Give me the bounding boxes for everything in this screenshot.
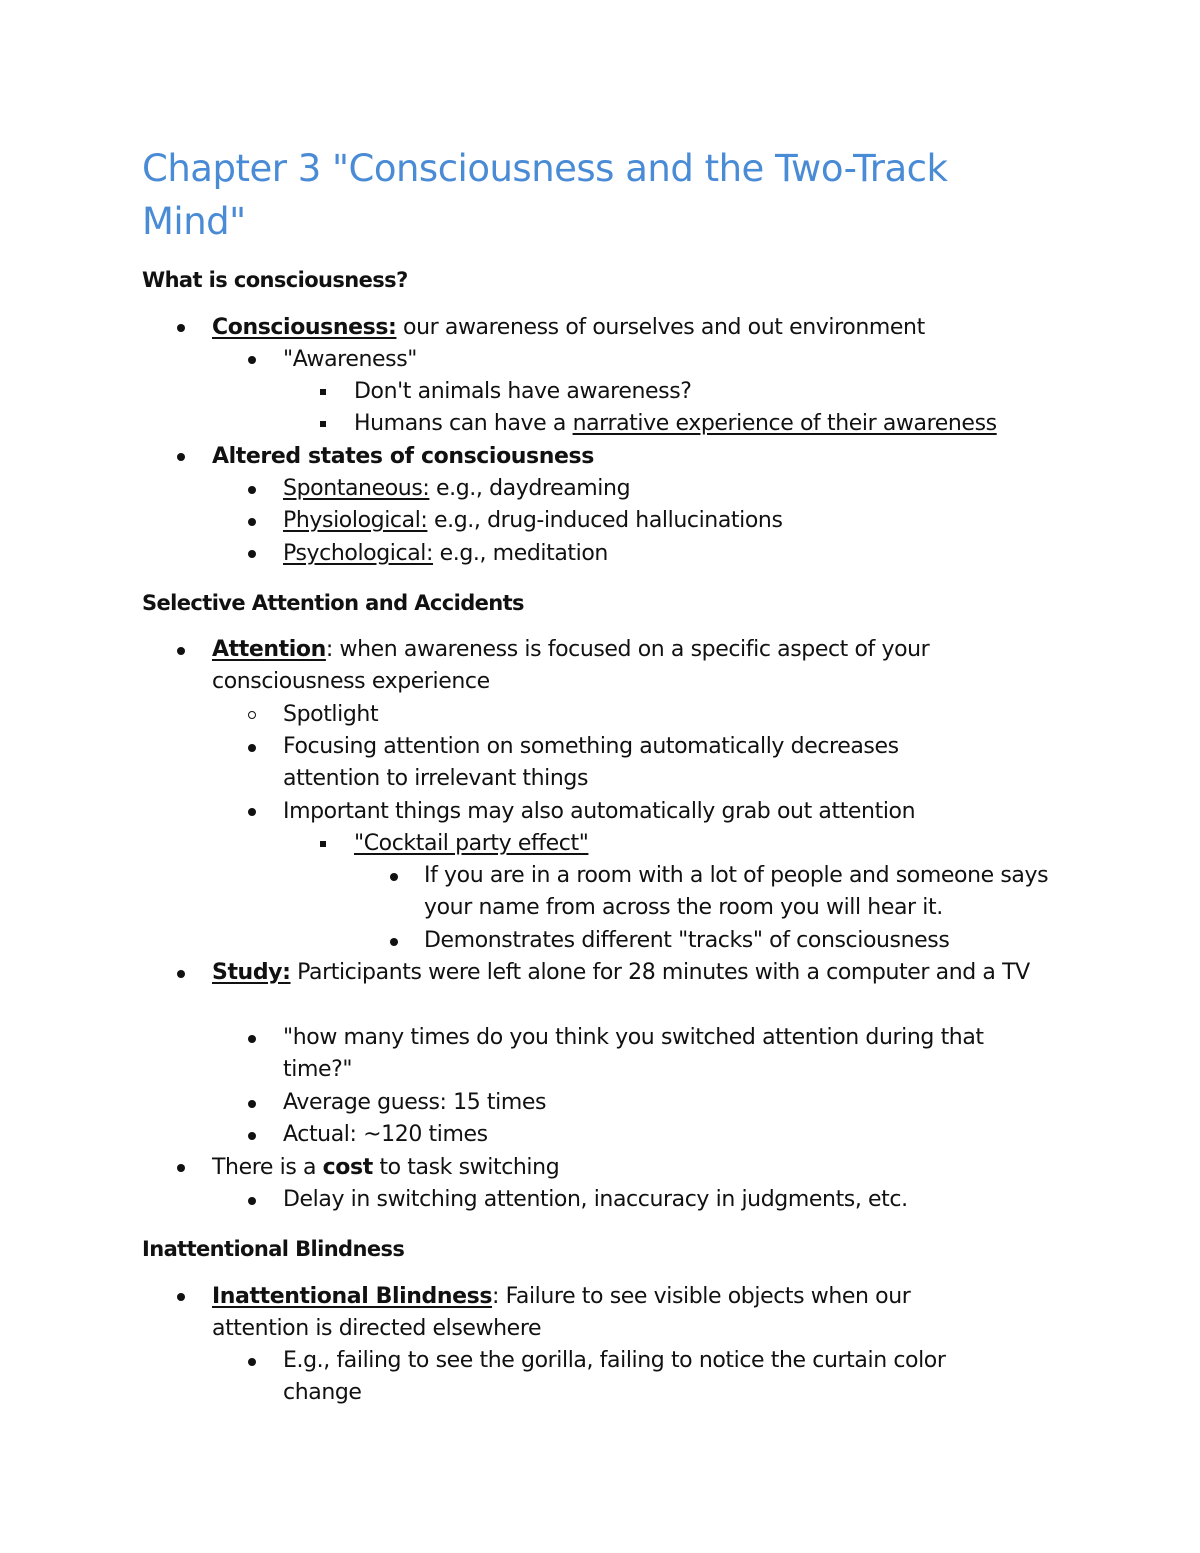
list-item-tracks: Demonstrates different "tracks" of consciousness (424, 928, 950, 953)
list-item-room: If you are in a room with a lot of people and someone says your name from across the room you will hear it. (424, 863, 1049, 921)
definition-text: e.g., daydreaming (429, 476, 631, 501)
definition-text: Participants were left alone for 28 minutes with a computer and a TV (290, 960, 1030, 985)
list-item-focusing: Focusing attention on something automatically decreases attention to irrelevant things (283, 734, 899, 792)
page-title: Chapter 3 "Consciousness and the Two-Track Mind" (142, 147, 948, 243)
section-heading-selective-attention: Selective Attention and Accidents (142, 591, 524, 615)
circle-bullet-icon (248, 711, 256, 719)
term-attention: Attention (212, 637, 326, 662)
bullet-icon (248, 356, 256, 364)
term-spontaneous: Spontaneous: (283, 476, 430, 501)
item-text: to task switching (372, 1155, 560, 1180)
list-item-attention (212, 634, 1012, 699)
term-inattentional-blindness: Inattentional Blindness (212, 1284, 493, 1309)
item-text: Humans can have a (354, 411, 573, 436)
list-item-inattentional-blindness (212, 1281, 972, 1346)
square-bullet-icon (320, 389, 326, 395)
definition-text: our awareness of ourselves and out environment (396, 315, 925, 340)
list-item-consciousness (212, 312, 925, 344)
list-item-actual: Actual: ~120 times (283, 1122, 488, 1147)
bullet-icon (248, 518, 256, 526)
list-item-task-switching-cost (212, 1152, 559, 1184)
list-item-spontaneous (283, 473, 630, 505)
bullet-icon (248, 1100, 256, 1108)
list-item-important: Important things may also automatically grab out attention (283, 799, 916, 824)
square-bullet-icon (320, 421, 326, 427)
list-item-physiological (283, 505, 783, 537)
list-item-psychological (283, 538, 608, 570)
list-item-animals: Don't animals have awareness? (354, 379, 692, 404)
bullet-icon (177, 647, 185, 655)
bullet-icon (248, 1132, 256, 1140)
bullet-icon (177, 453, 185, 461)
bullet-icon (177, 1164, 185, 1172)
section-heading-what-is-consciousness: What is consciousness? (142, 268, 408, 292)
list-item-study (212, 957, 1062, 989)
term-cost: cost (322, 1155, 373, 1180)
list-item-spotlight: Spotlight (283, 702, 379, 727)
list-item-gorilla: E.g., failing to see the gorilla, failing to notice the curtain color change (283, 1348, 946, 1406)
bullet-icon (248, 1197, 256, 1205)
term-physiological: Physiological: (283, 508, 428, 533)
definition-text: e.g., drug-induced hallucinations (427, 508, 783, 533)
definition-text: : when awareness is focused on a specific aspect of your consciousness experience (212, 637, 930, 695)
list-item-average-guess: Average guess: 15 times (283, 1090, 547, 1115)
list-item-humans (354, 408, 997, 440)
section-heading-inattentional-blindness: Inattentional Blindness (142, 1237, 405, 1261)
term-study: Study: (212, 960, 291, 985)
list-item-awareness: "Awareness" (283, 347, 417, 372)
bullet-icon (248, 550, 256, 558)
term-psychological: Psychological: (283, 541, 434, 566)
square-bullet-icon (320, 841, 326, 847)
bullet-icon (177, 1293, 185, 1301)
bullet-icon (177, 970, 185, 978)
bullet-icon (390, 938, 398, 946)
bullet-icon (248, 486, 256, 494)
bullet-icon (248, 808, 256, 816)
item-text: There is a (212, 1155, 323, 1180)
list-item-cocktail-party: "Cocktail party effect" (354, 831, 589, 856)
bullet-icon (248, 1035, 256, 1043)
definition-text: : Failure to see visible objects when our attention is directed elsewhere (212, 1284, 911, 1342)
underlined-phrase: narrative experience of their awareness (572, 411, 997, 436)
list-item-how-many: "how many times do you think you switched attention during that time?" (283, 1025, 984, 1083)
list-item-delay: Delay in switching attention, inaccuracy in judgments, etc. (283, 1187, 908, 1212)
term-consciousness: Consciousness: (212, 315, 397, 340)
definition-text: e.g., meditation (433, 541, 608, 566)
bullet-icon (177, 324, 185, 332)
bullet-icon (248, 1358, 256, 1366)
bullet-icon (248, 744, 256, 752)
bullet-icon (390, 873, 398, 881)
list-item-altered-states: Altered states of consciousness (212, 444, 594, 469)
